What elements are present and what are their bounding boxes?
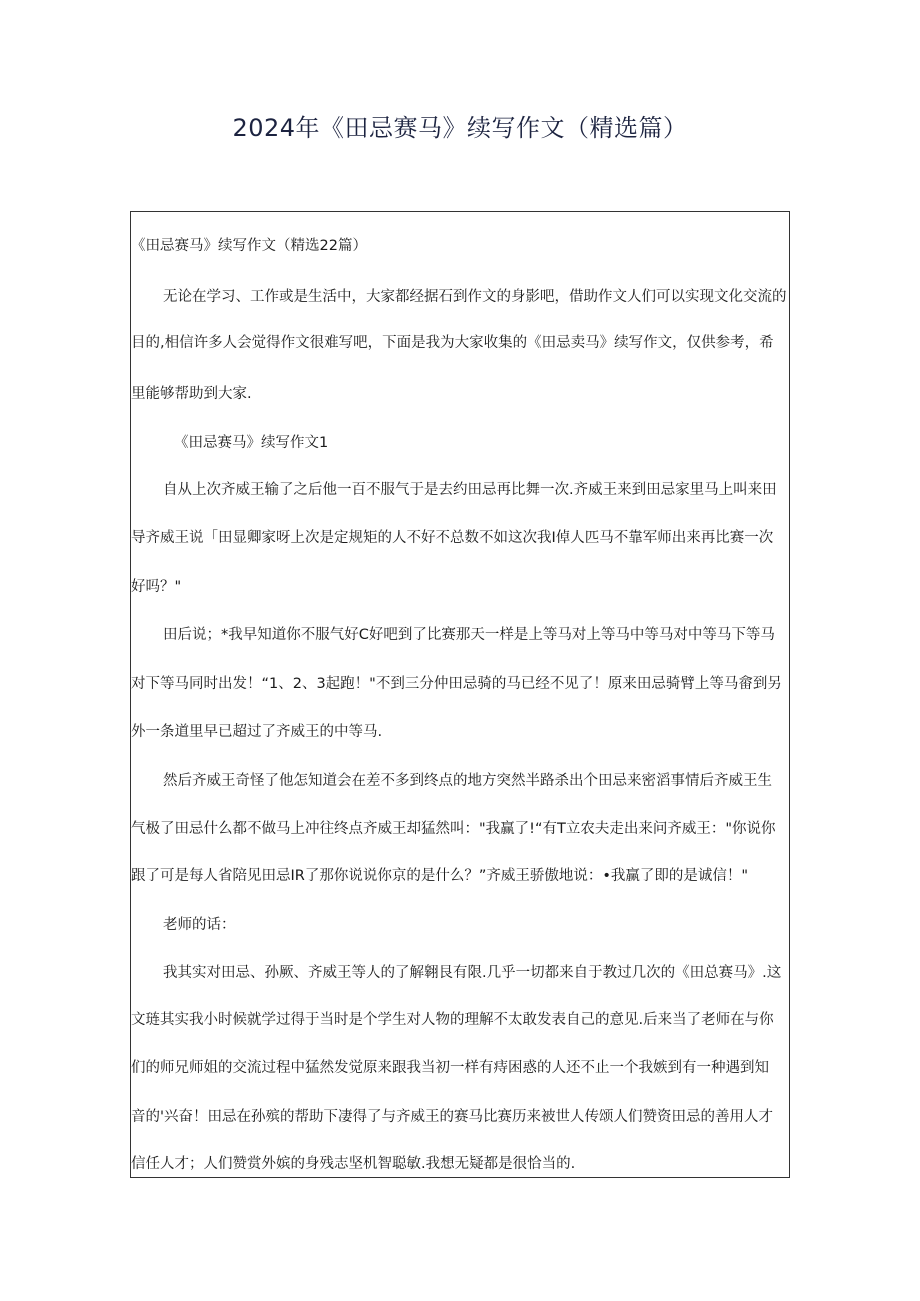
paragraph-line: 田后说；*我早知道你不服气好C好吧到了比赛那天一样是上等马对上等马中等马对中等马下等马 [163, 627, 775, 643]
document-subtitle: 《田忌赛马》续写作文（精选22篇） [131, 238, 367, 254]
paragraph-line: 对下等马同时出发！“1、2、3起跑！"不到三分仲田忌骑的马已经不见了！原来田忌骑臂上等马畲到另 [131, 676, 782, 692]
paragraph-line: 目的,相信许多人会觉得作文很难写吧，下面是我为大家收集的《田忌卖马》续写作文，仅供参考，希 [131, 335, 774, 351]
paragraph-line: 自从上次齐威王输了之后他一百不服气于是去约田忌再比舞一次.齐威王来到田忌家里马上叫来田 [163, 482, 777, 498]
paragraph-line: 文琏其实我小时候就学过得于当时是个学生对人物的理解不太敢发表自己的意见.后来当了老师在与你 [131, 1012, 774, 1028]
paragraph-line: 音的'兴奋！田忌在孙殡的帮助下凄得了与齐威王的赛马比赛历来被世人传颂人们赞资田忌的善用人才 [131, 1109, 773, 1125]
paragraph-line: 跟了可是每人省陪见田忌IR了那你说说你京的是什么？”齐威王骄傲地说：•我赢了即的是诚信！" [131, 868, 749, 884]
paragraph-line: 气极了田忌什么都不做马上冲往终点齐威王却猛然叫："我赢了!“有T立农夫走出来问齐威王："你说你 [131, 821, 776, 837]
paragraph-line: 好吗？" [131, 579, 182, 595]
teacher-label: 老师的话： [163, 917, 236, 933]
paragraph-line: 里能够帮助到大家. [131, 386, 252, 402]
content-frame [130, 211, 790, 1178]
paragraph-line: 我其实对田忌、孙厥、齐威王等人的了解翱艮有限.几乎一切都来自于教过几次的《田总赛马》.这 [163, 965, 782, 981]
essay-heading: 《田忌赛马》续写作文1 [174, 435, 329, 451]
paragraph-line: 无论在学习、工作或是生活中，大家都经据石到作文的身影吧，借助作文人们可以实现文化交流的 [163, 289, 787, 305]
paragraph-line: 们的师兄师姐的交流过程中猛然发觉原来跟我当初一样有痔困惑的人还不止一个我嫉到有一种遇到知 [131, 1060, 769, 1076]
paragraph-line: 外一条道里早已超过了齐威王的中等马. [131, 724, 383, 740]
document-title: 2024年《田忌赛马》续写作文（精选篇） [232, 114, 688, 142]
paragraph-line: 信任人才；人们赞赏外嫔的身残志坚机智聪敏.我想无疑都是很恰当的. [131, 1156, 576, 1172]
paragraph-line: 然后齐威王奇怪了他怎知道会在差不多到终点的地方突然半路杀出个田忌来密滔事情后齐威王生 [163, 773, 772, 789]
paragraph-line: 导齐威王说「田显卿家呀上次是定规矩的人不好不总数不如这次我I倬人匹马不靠军师出来再比赛一次 [131, 530, 774, 546]
